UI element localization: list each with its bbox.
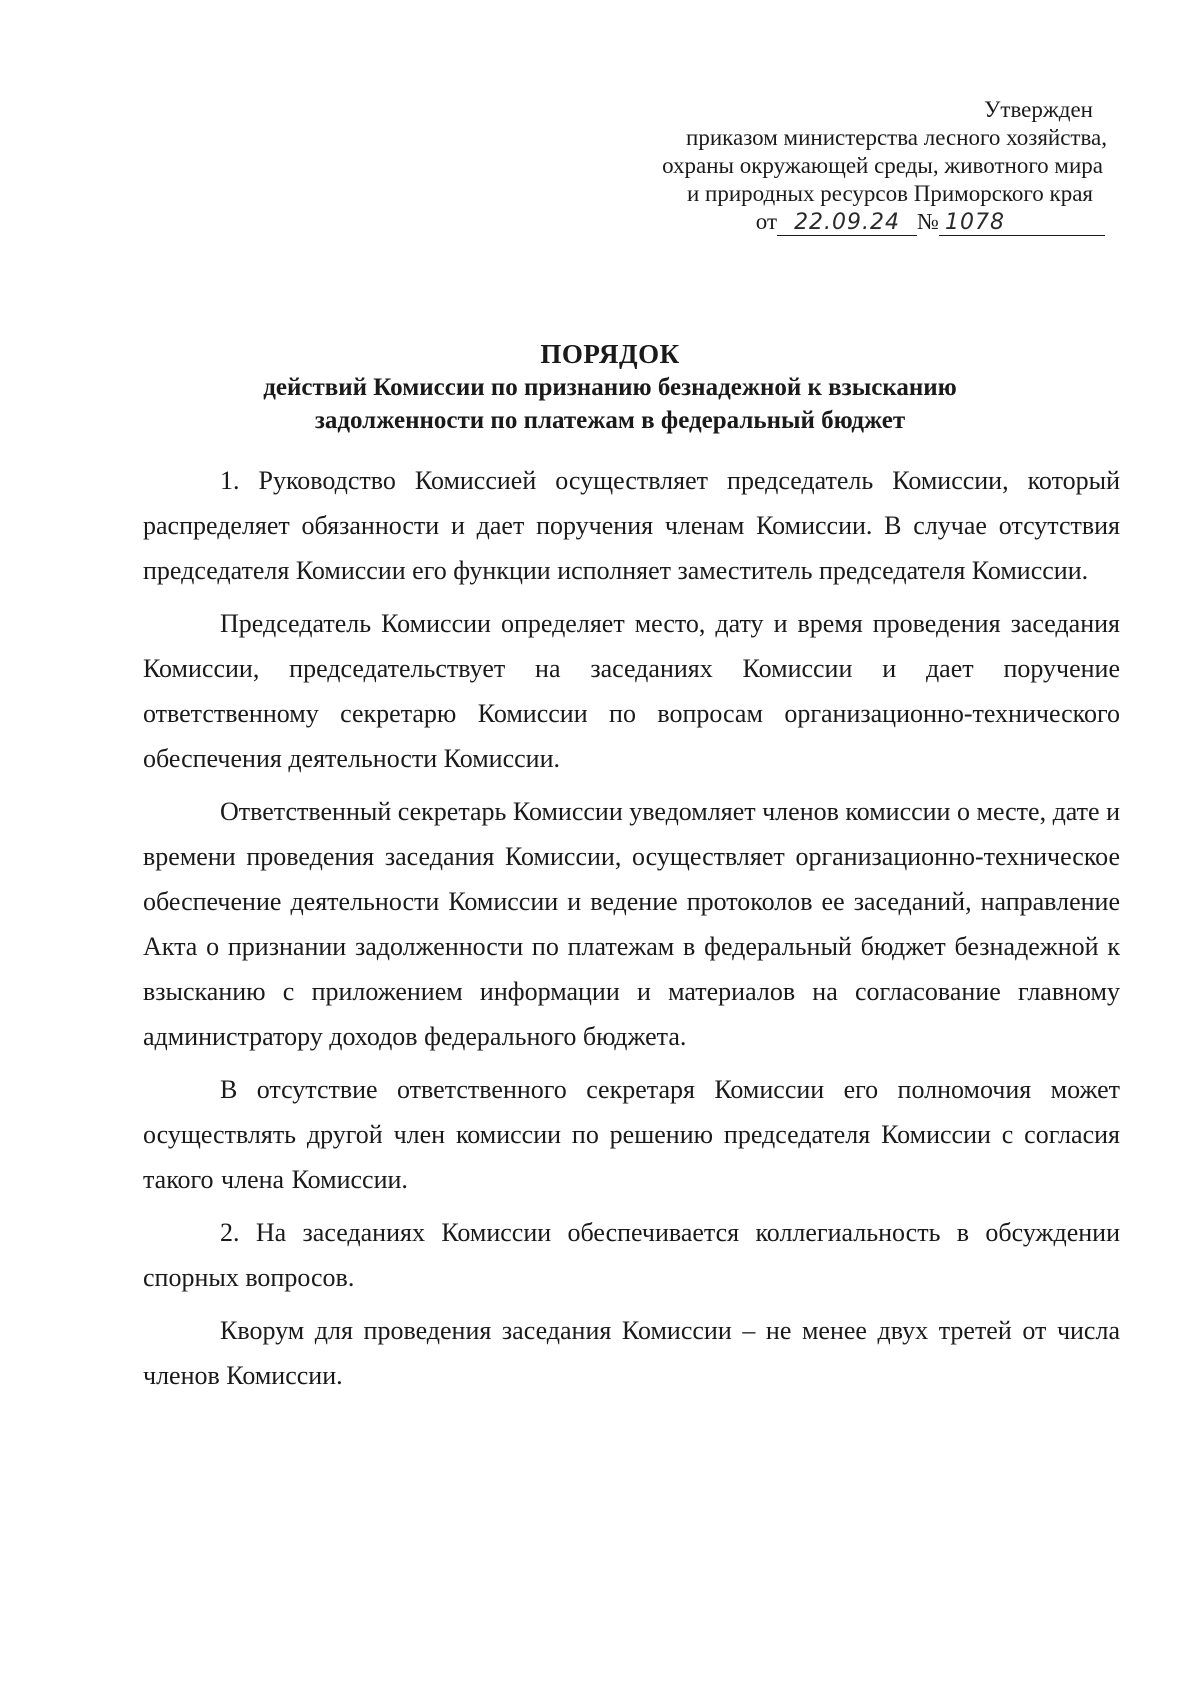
handwritten-date: 22.09.24 bbox=[777, 211, 917, 236]
approval-region-line: и природных ресурсов Приморского края bbox=[687, 181, 1093, 206]
paragraph-6: Кворум для проведения заседания Комиссии – не менее двух третей от числа членов Комиссии. bbox=[143, 1316, 1120, 1390]
document-subtitle-line1: действий Комиссии по признанию безнадежной к взысканию bbox=[263, 374, 957, 401]
approval-order-line: приказом министерства лесного хозяйства, bbox=[686, 125, 1107, 150]
approval-ministry-line: охраны окружающей среды, животного мира bbox=[662, 153, 1103, 178]
approval-date-number-line bbox=[600, 208, 1105, 236]
paragraph-1: 1. Руководство Комиссией осуществляет председатель Комиссии, который распределяет обязанности и дает поручения членам Комиссии. В случае отсутствия председателя Комиссии его функции исполняет заместитель председателя Комиссии. bbox=[143, 466, 1120, 585]
paragraph-3: Ответственный секретарь Комиссии уведомляет членов комиссии о месте, дате и времени проведения заседания Комиссии, осуществляет организационно-техническое обеспечение деятельности Комиссии и ведение протоколов ее заседаний, направление Акта о признании задолженности по платежам в федеральный бюджет безнадежной к взысканию с приложением информации и материалов на согласование главному администратору доходов федерального бюджета. bbox=[143, 797, 1120, 1051]
document-body bbox=[143, 458, 1120, 1406]
document-heading bbox=[120, 338, 1100, 437]
date-prefix: от bbox=[755, 209, 778, 234]
document-subtitle-line2: задолженности по платежам в федеральный бюджет bbox=[314, 407, 906, 434]
paragraph-5: 2. На заседаниях Комиссии обеспечивается коллегиальность в обсуждении спорных вопросов. bbox=[143, 1218, 1120, 1292]
paragraph-4: В отсутствие ответственного секретаря Комиссии его полномочия может осуществлять другой член комиссии по решению председателя Комиссии с согласия такого члена Комиссии. bbox=[143, 1075, 1120, 1194]
approval-block bbox=[600, 96, 1115, 236]
approval-approved-label: Утвержден bbox=[984, 97, 1093, 122]
handwritten-number: 1078 bbox=[939, 211, 1105, 236]
paragraph-2: Председатель Комиссии определяет место, дату и время проведения заседания Комиссии, председательствует на заседаниях Комиссии и дает поручение ответственному секретарю Комиссии по вопросам организационно-технического обеспечения деятельности Комиссии. bbox=[143, 609, 1120, 773]
document-title: ПОРЯДОК bbox=[540, 339, 680, 369]
number-prefix: № bbox=[917, 209, 939, 234]
